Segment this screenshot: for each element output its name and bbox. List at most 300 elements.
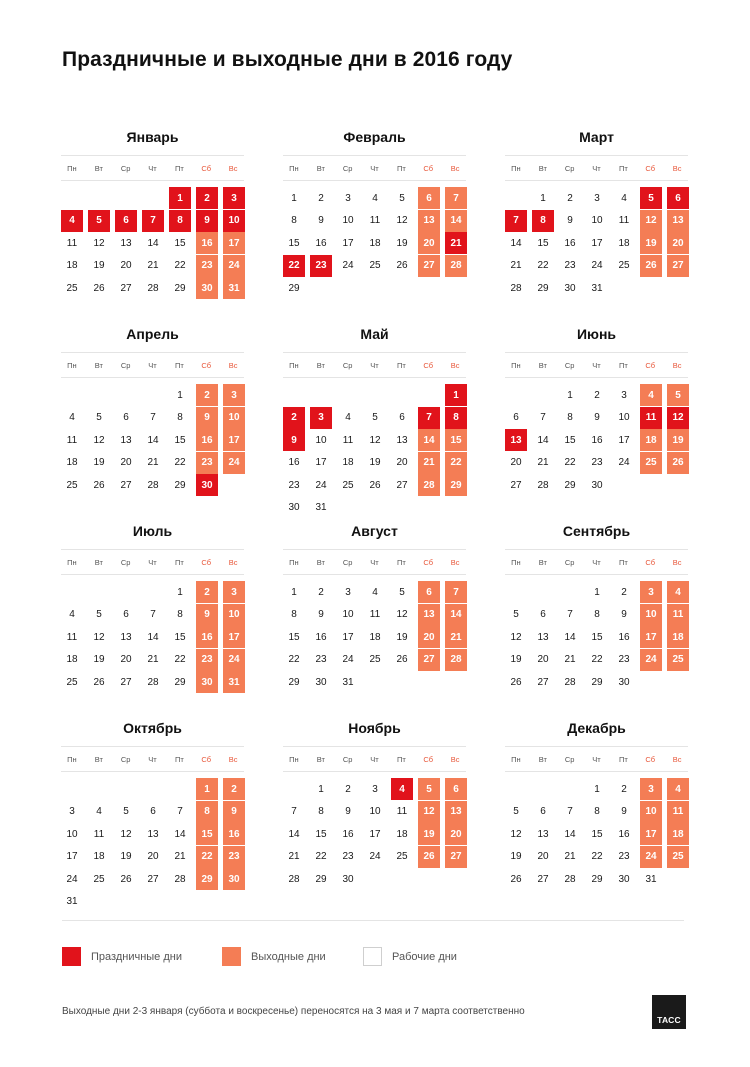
month-block: [505, 521, 688, 693]
weekend-day-cell: 3: [223, 384, 245, 406]
empty-day-cell: [142, 581, 164, 603]
weekday-label: Вс: [450, 754, 460, 764]
weekday-header: [61, 549, 244, 575]
day-cell: 7: [177, 806, 183, 817]
day-cell: 13: [120, 631, 132, 643]
day-cell: 14: [564, 828, 576, 840]
weekend-day-cell: 23: [196, 255, 218, 277]
empty-day-cell: [391, 384, 413, 406]
legend-weekend: [222, 947, 326, 966]
day-cell: 11: [369, 215, 381, 226]
day-cell: 26: [93, 676, 105, 688]
weekday-label: Чт: [148, 557, 157, 567]
day-cell: 20: [120, 457, 132, 468]
weekend-day-cell: 17: [223, 232, 245, 254]
day-cell: 17: [315, 457, 327, 468]
page-title: Праздничные и выходные дни в 2016 году: [62, 48, 513, 71]
day-cell: 5: [513, 806, 519, 817]
weekday-header: [505, 549, 688, 575]
day-cell: 18: [369, 631, 381, 643]
holiday-day-cell: 21: [445, 232, 467, 254]
day-cell: 26: [120, 873, 132, 885]
day-cell: 20: [147, 851, 159, 862]
weekday-label: Вс: [672, 557, 682, 567]
day-cell: 21: [288, 851, 300, 862]
empty-day-cell: [115, 778, 137, 800]
day-cell: 1: [594, 783, 600, 795]
day-cell: 17: [342, 237, 354, 249]
day-cell: 15: [174, 434, 186, 446]
month-block: [283, 521, 466, 693]
day-cell: 8: [318, 806, 324, 817]
day-cell: 2: [318, 586, 324, 598]
day-cell: 29: [174, 282, 186, 294]
day-cell: 13: [537, 631, 549, 643]
weekday-label: Пн: [289, 163, 299, 173]
empty-day-cell: [337, 384, 359, 406]
empty-day-cell: [418, 384, 440, 406]
weekday-label: Пт: [174, 557, 184, 567]
weekend-day-cell: 24: [640, 649, 662, 671]
day-cell: 25: [342, 479, 354, 491]
weekday-label: Ср: [342, 163, 353, 173]
weekend-day-cell: 19: [418, 823, 440, 845]
day-cell: 20: [120, 654, 132, 665]
day-cell: 10: [618, 412, 630, 423]
day-cell: 13: [537, 828, 549, 840]
day-cell: 5: [399, 192, 405, 204]
day-cell: 24: [369, 851, 381, 862]
day-cell: 15: [174, 631, 186, 643]
day-cell: 25: [369, 654, 381, 665]
day-cell: 18: [66, 260, 78, 271]
weekday-label: Ср: [120, 754, 131, 764]
weekend-day-cell: 21: [418, 452, 440, 474]
weekend-day-cell: 10: [640, 604, 662, 626]
weekday-header: [61, 352, 244, 378]
weekend-day-cell: 5: [418, 778, 440, 800]
days-grid: [283, 187, 466, 299]
day-cell: 7: [150, 609, 156, 620]
day-cell: 1: [291, 586, 297, 598]
day-cell: 11: [618, 215, 630, 226]
holiday-day-cell: 1: [445, 384, 467, 406]
weekday-label: Пн: [289, 754, 299, 764]
day-cell: 3: [69, 806, 75, 817]
day-cell: 12: [396, 609, 408, 620]
weekend-day-cell: 13: [667, 210, 689, 232]
day-cell: 18: [342, 457, 354, 468]
day-cell: 23: [618, 851, 630, 862]
day-cell: 25: [93, 873, 105, 885]
day-cell: 28: [510, 282, 522, 294]
weekend-day-cell: 23: [196, 452, 218, 474]
day-cell: 22: [288, 654, 300, 665]
day-cell: 4: [96, 806, 102, 817]
day-cell: 26: [369, 479, 381, 491]
empty-day-cell: [88, 581, 110, 603]
weekend-day-cell: 29: [196, 868, 218, 890]
weekday-label: Вс: [450, 557, 460, 567]
day-cell: 25: [369, 260, 381, 271]
day-cell: 14: [174, 828, 186, 840]
weekend-day-cell: 16: [196, 429, 218, 451]
holiday-day-cell: 5: [640, 187, 662, 209]
weekend-day-cell: 28: [418, 474, 440, 496]
day-cell: 9: [318, 215, 324, 226]
weekend-day-cell: 16: [196, 232, 218, 254]
day-cell: 8: [291, 215, 297, 226]
day-cell: 2: [318, 192, 324, 204]
day-cell: 3: [594, 192, 600, 204]
weekday-label: Пн: [289, 360, 299, 370]
weekday-header: [283, 549, 466, 575]
empty-day-cell: [115, 384, 137, 406]
day-cell: 16: [315, 237, 327, 249]
day-cell: 6: [123, 609, 129, 620]
day-cell: 17: [369, 828, 381, 840]
weekday-label: Пн: [67, 360, 77, 370]
day-cell: 23: [618, 654, 630, 665]
weekend-day-cell: 18: [667, 823, 689, 845]
weekday-label: Пн: [67, 754, 77, 764]
weekend-day-cell: 12: [418, 801, 440, 823]
weekday-label: Ср: [564, 557, 575, 567]
weekday-label: Вт: [316, 360, 325, 370]
weekday-label: Чт: [592, 163, 601, 173]
day-cell: 22: [174, 457, 186, 468]
holiday-day-cell: 4: [61, 210, 83, 232]
weekend-day-cell: 31: [223, 277, 245, 299]
weekday-header: [505, 352, 688, 378]
day-cell: 8: [177, 609, 183, 620]
weekend-day-cell: 31: [223, 671, 245, 693]
weekday-label: Пт: [618, 557, 628, 567]
day-cell: 27: [510, 479, 522, 491]
weekend-day-cell: 27: [667, 255, 689, 277]
weekday-label: Ср: [120, 360, 131, 370]
day-cell: 11: [396, 806, 408, 817]
empty-day-cell: [532, 778, 554, 800]
day-cell: 29: [315, 873, 327, 885]
weekend-day-cell: 10: [223, 604, 245, 626]
day-cell: 9: [621, 609, 627, 620]
weekday-label: Вс: [228, 557, 238, 567]
weekend-day-cell: 16: [196, 626, 218, 648]
day-cell: 2: [621, 783, 627, 795]
month-name: Сентябрь: [562, 523, 631, 539]
weekday-label: Вс: [228, 163, 238, 173]
day-cell: 2: [621, 586, 627, 598]
empty-day-cell: [115, 581, 137, 603]
weekday-label: Пн: [511, 360, 521, 370]
day-cell: 18: [618, 237, 630, 249]
weekday-label: Пн: [67, 557, 77, 567]
day-cell: 25: [396, 851, 408, 862]
weekend-day-cell: 16: [223, 823, 245, 845]
day-cell: 13: [120, 237, 132, 249]
day-cell: 30: [618, 873, 630, 885]
day-cell: 19: [120, 851, 132, 862]
weekday-label: Пт: [618, 163, 628, 173]
weekday-label: Вт: [94, 163, 103, 173]
weekend-day-cell: 24: [223, 255, 245, 277]
weekday-label: Ср: [342, 360, 353, 370]
weekend-day-cell: 30: [196, 671, 218, 693]
day-cell: 28: [147, 282, 159, 294]
day-cell: 19: [93, 260, 105, 271]
day-cell: 22: [591, 654, 603, 665]
holiday-day-cell: 23: [310, 255, 332, 277]
day-cell: 5: [96, 412, 102, 423]
weekend-day-cell: 6: [418, 187, 440, 209]
day-cell: 29: [174, 676, 186, 688]
day-cell: 22: [174, 654, 186, 665]
day-cell: 16: [315, 631, 327, 643]
weekend-day-cell: 23: [196, 649, 218, 671]
weekday-label: Вс: [672, 360, 682, 370]
weekend-day-cell: 13: [418, 604, 440, 626]
day-cell: 12: [93, 434, 105, 446]
day-cell: 9: [567, 215, 573, 226]
day-cell: 22: [537, 260, 549, 271]
weekend-day-cell: 4: [667, 778, 689, 800]
weekend-day-cell: 9: [196, 604, 218, 626]
day-cell: 24: [618, 457, 630, 468]
weekday-label: Сб: [645, 163, 656, 173]
weekend-day-cell: 17: [223, 429, 245, 451]
weekend-day-cell: 13: [445, 801, 467, 823]
weekend-day-cell: 3: [640, 778, 662, 800]
month-block: [283, 324, 466, 519]
month-name: Ноябрь: [348, 720, 401, 736]
day-cell: 11: [66, 237, 78, 249]
month-block: [61, 324, 244, 496]
day-cell: 13: [120, 434, 132, 446]
weekend-day-cell: 4: [667, 581, 689, 603]
empty-day-cell: [310, 384, 332, 406]
weekday-label: Сб: [201, 163, 212, 173]
empty-day-cell: [115, 187, 137, 209]
day-cell: 16: [342, 828, 354, 840]
day-cell: 3: [372, 783, 378, 795]
day-cell: 10: [342, 609, 354, 620]
day-cell: 3: [345, 192, 351, 204]
weekend-day-cell: 15: [445, 429, 467, 451]
month-name: Июль: [132, 523, 173, 539]
day-cell: 23: [315, 654, 327, 665]
day-cell: 16: [564, 237, 576, 249]
day-cell: 28: [564, 676, 576, 688]
day-cell: 16: [288, 457, 300, 468]
weekend-day-cell: 24: [223, 649, 245, 671]
weekday-label: Пн: [511, 163, 521, 173]
weekend-day-cell: 17: [640, 626, 662, 648]
month-block: [505, 127, 688, 299]
day-cell: 28: [564, 873, 576, 885]
weekday-label: Вс: [228, 754, 238, 764]
weekend-day-cell: 25: [667, 649, 689, 671]
day-cell: 27: [537, 873, 549, 885]
day-cell: 10: [66, 828, 78, 840]
weekday-label: Чт: [148, 163, 157, 173]
day-cell: 23: [288, 479, 300, 491]
day-cell: 22: [564, 457, 576, 468]
weekend-day-cell: 25: [640, 452, 662, 474]
day-cell: 5: [372, 412, 378, 423]
weekend-day-cell: 28: [445, 255, 467, 277]
weekday-label: Сб: [423, 557, 434, 567]
day-cell: 5: [399, 586, 405, 598]
month-block: [61, 127, 244, 299]
day-cell: 20: [396, 457, 408, 468]
day-cell: 23: [342, 851, 354, 862]
day-cell: 23: [591, 457, 603, 468]
day-cell: 1: [540, 192, 546, 204]
day-cell: 12: [396, 215, 408, 226]
weekday-label: Пн: [289, 557, 299, 567]
day-cell: 26: [396, 260, 408, 271]
empty-day-cell: [505, 581, 527, 603]
weekday-label: Пн: [67, 163, 77, 173]
day-cell: 15: [591, 631, 603, 643]
tass-logo: ТАСС: [652, 995, 686, 1029]
weekday-label: Вт: [316, 557, 325, 567]
day-cell: 30: [342, 873, 354, 885]
legend-holiday-label: Праздничные дни: [91, 950, 182, 963]
day-cell: 11: [93, 828, 105, 840]
legend-holiday: [62, 947, 182, 966]
weekday-label: Вт: [94, 557, 103, 567]
days-grid: [505, 778, 688, 890]
holiday-day-cell: 10: [223, 210, 245, 232]
weekday-label: Ср: [564, 163, 575, 173]
weekday-label: Ср: [120, 163, 131, 173]
weekend-day-cell: 20: [445, 823, 467, 845]
day-cell: 19: [510, 851, 522, 862]
day-cell: 30: [288, 502, 300, 513]
weekend-day-cell: 13: [418, 210, 440, 232]
day-cell: 14: [147, 631, 159, 643]
weekend-day-cell: 9: [196, 407, 218, 429]
day-cell: 30: [618, 676, 630, 688]
weekend-day-cell: 22: [196, 846, 218, 868]
empty-day-cell: [505, 778, 527, 800]
weekend-day-cell: 10: [640, 801, 662, 823]
day-cell: 14: [288, 828, 300, 840]
weekend-day-cell: 6: [445, 778, 467, 800]
day-cell: 28: [537, 479, 549, 491]
holiday-day-cell: 3: [310, 407, 332, 429]
weekend-day-cell: 30: [196, 277, 218, 299]
day-cell: 26: [93, 282, 105, 294]
weekday-label: Вт: [316, 754, 325, 764]
weekend-day-cell: 15: [196, 823, 218, 845]
weekday-label: Сб: [645, 557, 656, 567]
month-name: Апрель: [126, 326, 179, 342]
day-cell: 18: [66, 457, 78, 468]
day-cell: 1: [177, 389, 183, 401]
empty-day-cell: [61, 384, 83, 406]
day-cell: 18: [369, 237, 381, 249]
day-cell: 31: [66, 896, 78, 907]
month-block: [505, 324, 688, 496]
weekday-label: Чт: [148, 754, 157, 764]
weekday-label: Вт: [316, 163, 325, 173]
empty-day-cell: [61, 778, 83, 800]
weekday-header: [61, 155, 244, 181]
weekend-day-cell: 18: [667, 626, 689, 648]
weekend-day-cell: 24: [223, 452, 245, 474]
day-cell: 24: [342, 654, 354, 665]
day-cell: 21: [147, 260, 159, 271]
holiday-day-cell: 9: [196, 210, 218, 232]
weekday-label: Чт: [370, 360, 379, 370]
weekday-label: Пн: [511, 557, 521, 567]
weekend-day-cell: 11: [667, 604, 689, 626]
empty-day-cell: [505, 187, 527, 209]
day-cell: 18: [93, 851, 105, 862]
day-cell: 24: [66, 873, 78, 885]
weekday-label: Ср: [342, 754, 353, 764]
weekday-label: Пт: [174, 163, 184, 173]
day-cell: 19: [396, 631, 408, 643]
days-grid: [283, 581, 466, 693]
day-cell: 15: [591, 828, 603, 840]
day-cell: 13: [147, 828, 159, 840]
day-cell: 2: [567, 192, 573, 204]
day-cell: 19: [93, 457, 105, 468]
day-cell: 20: [120, 260, 132, 271]
weekday-label: Вт: [538, 163, 547, 173]
day-cell: 12: [510, 631, 522, 643]
holiday-day-cell: 11: [640, 407, 662, 429]
day-cell: 11: [342, 434, 354, 446]
day-cell: 3: [621, 389, 627, 401]
holiday-day-cell: 30: [196, 474, 218, 496]
weekday-label: Пт: [396, 754, 406, 764]
day-cell: 22: [591, 851, 603, 862]
empty-day-cell: [283, 778, 305, 800]
weekend-day-cell: 2: [196, 581, 218, 603]
weekday-label: Вс: [672, 754, 682, 764]
weekend-day-cell: 4: [640, 384, 662, 406]
weekend-day-cell: 21: [445, 626, 467, 648]
empty-day-cell: [142, 384, 164, 406]
day-cell: 22: [174, 260, 186, 271]
weekday-label: Пт: [618, 360, 628, 370]
day-cell: 6: [540, 806, 546, 817]
weekday-label: Сб: [423, 754, 434, 764]
day-cell: 28: [174, 873, 186, 885]
month-name: Октябрь: [123, 720, 182, 736]
day-cell: 30: [591, 479, 603, 491]
empty-day-cell: [88, 187, 110, 209]
weekday-label: Чт: [148, 360, 157, 370]
day-cell: 27: [120, 676, 132, 688]
weekday-label: Чт: [592, 754, 601, 764]
day-cell: 6: [540, 609, 546, 620]
days-grid: [505, 581, 688, 693]
day-cell: 21: [537, 457, 549, 468]
weekday-header: [505, 155, 688, 181]
day-cell: 11: [66, 434, 78, 446]
holiday-day-cell: 6: [115, 210, 137, 232]
weekday-label: Чт: [370, 557, 379, 567]
day-cell: 6: [399, 412, 405, 423]
day-cell: 7: [291, 806, 297, 817]
day-cell: 25: [66, 676, 78, 688]
